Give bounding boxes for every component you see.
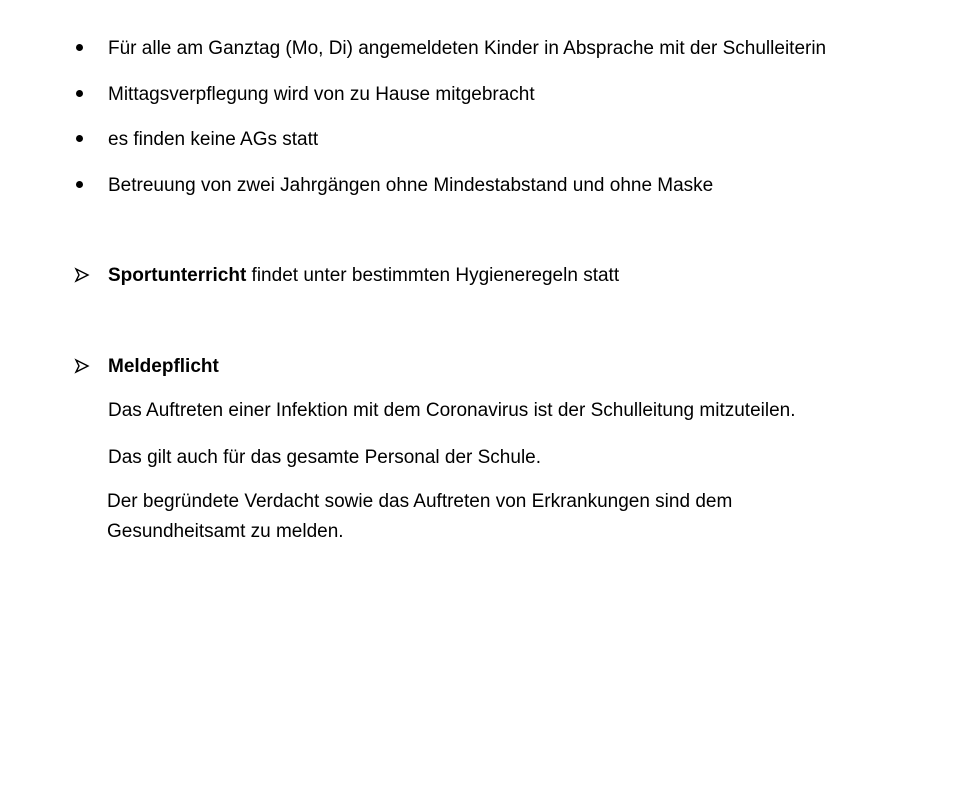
meldepflicht-paragraph-2: Das gilt auch für das gesamte Personal der Schule. — [108, 447, 542, 468]
list-item — [0, 82, 969, 128]
bullet-dot-icon — [76, 44, 83, 51]
bullet-list — [0, 36, 969, 218]
bullet-text: Für alle am Ganztag (Mo, Di) angemeldeten Kinder in Absprache mit der Schulleiterin — [108, 38, 827, 59]
bullet-text: es finden keine AGs statt — [108, 129, 319, 150]
meldepflicht-paragraph-3-line-1: Der begründete Verdacht sowie das Auftreten von Erkrankungen sind dem — [107, 491, 733, 512]
meldepflicht-paragraph-1: Das Auftreten einer Infektion mit dem Coronavirus ist der Schulleitung mitzuteilen. — [108, 400, 796, 421]
arrowhead-bullet-icon — [74, 358, 90, 374]
sport-rest-text: findet unter bestimmten Hygieneregeln statt — [246, 265, 620, 286]
bullet-text: Mittagsverpflegung wird von zu Hause mitgebracht — [108, 83, 535, 105]
meldepflicht-paragraph-3-line-2: Gesundheitsamt zu melden. — [107, 521, 344, 542]
sport-bold-label: Sportunterricht — [108, 265, 247, 286]
list-item — [0, 36, 969, 82]
bullet-dot-icon — [76, 135, 83, 142]
sport-text — [108, 263, 619, 289]
bullet-text: Betreuung von zwei Jahrgängen ohne Mindestabstand und ohne Maske — [108, 174, 714, 196]
list-item — [0, 127, 969, 173]
arrowhead-bullet-icon — [74, 267, 90, 283]
bullet-dot-icon — [76, 181, 83, 188]
list-item — [0, 173, 969, 219]
bullet-dot-icon — [76, 90, 83, 97]
meldepflicht-heading — [108, 354, 219, 380]
meldepflicht-heading-label: Meldepflicht — [108, 356, 219, 377]
